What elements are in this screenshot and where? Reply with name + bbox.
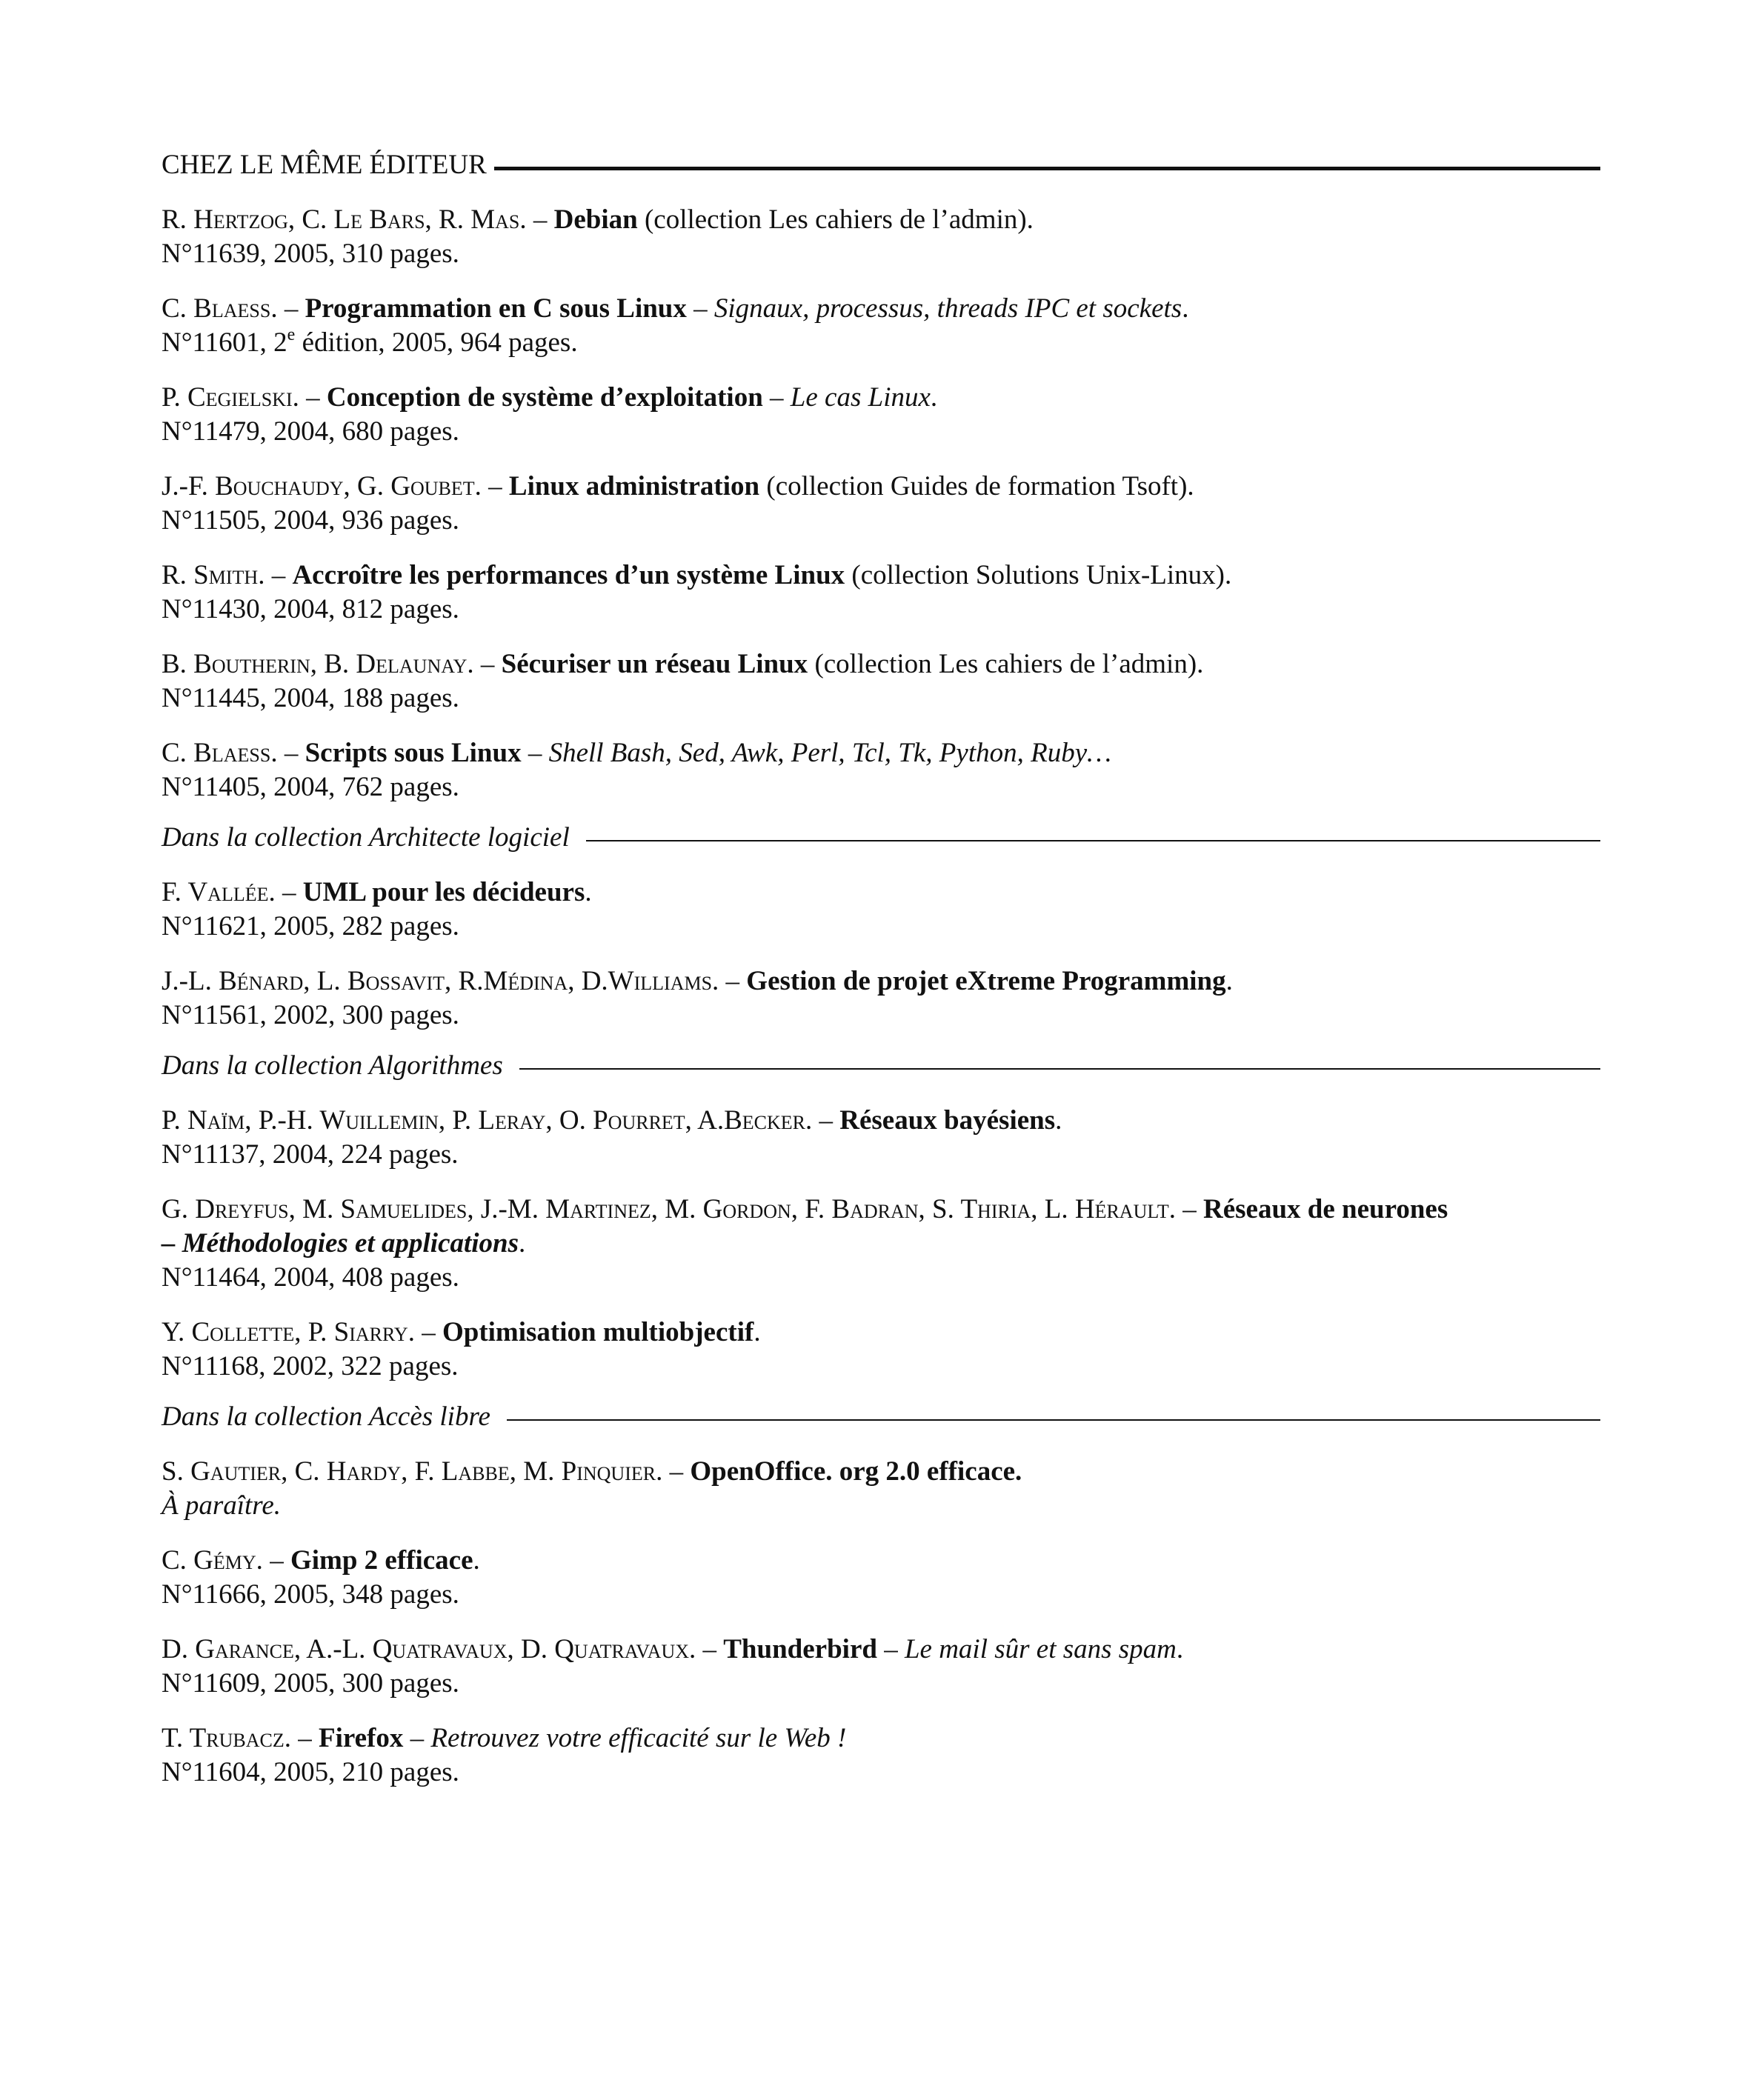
book-details	[162, 326, 1600, 360]
separator: –	[1175, 1194, 1203, 1224]
book-title: Gestion de projet eXtreme Programming	[746, 966, 1226, 996]
book-details: N°11604, 2005, 210 pages.	[162, 1757, 459, 1787]
separator: –	[403, 1723, 431, 1753]
book-entry	[162, 1455, 1600, 1523]
book-subtitle: Le mail sûr et sans spam	[904, 1634, 1177, 1664]
book-authors: C. Blaess.	[162, 293, 278, 324]
book-rest: .	[1225, 966, 1233, 996]
book-title: Réseaux de neurones	[1202, 1194, 1448, 1224]
book-entry	[162, 1633, 1600, 1701]
book-title: Debian	[553, 204, 638, 235]
book-rest: (collection Solutions Unix-Linux).	[845, 560, 1232, 590]
book-entry	[162, 1721, 1600, 1790]
book-subtitle: Signaux, processus, threads IPC et sockets	[713, 293, 1182, 324]
book-title: Gimp 2 efficace	[290, 1545, 473, 1576]
book-rest: .	[1176, 1634, 1184, 1664]
book-rest: .	[585, 877, 592, 907]
book-authors: S. Gautier, C. Hardy, F. Labbe, M. Pinquier.	[162, 1456, 663, 1487]
book-entry	[162, 1104, 1600, 1172]
book-rest: (collection Guides de formation Tsoft).	[759, 471, 1194, 501]
section-label: Dans la collection Architecte logiciel	[162, 822, 570, 853]
section-rule	[519, 1068, 1600, 1070]
separator: –	[662, 1456, 691, 1487]
section-rule	[586, 840, 1600, 841]
book-authors: R. Hertzog, C. Le Bars, R. Mas.	[162, 204, 527, 235]
book-rest: .	[930, 382, 938, 413]
separator: –	[521, 738, 549, 768]
book-details: N°11609, 2005, 300 pages.	[162, 1668, 459, 1699]
book-subtitle: Le cas Linux	[790, 382, 931, 413]
section-rule	[507, 1419, 1600, 1421]
book-rest: (collection Les cahiers de l’admin).	[808, 649, 1204, 679]
book-rest: .	[473, 1545, 480, 1576]
book-authors: P. Naïm, P.-H. Wuillemin, P. Leray, O. Pourret, A.Becker.	[162, 1105, 813, 1136]
book-title: Conception de système d’exploitation	[326, 382, 763, 413]
separator: –	[299, 382, 327, 413]
book-title: Réseaux bayésiens	[839, 1105, 1056, 1136]
book-details: N°11561, 2002, 300 pages.	[162, 1000, 459, 1030]
book-rest: .	[753, 1317, 761, 1347]
section-label: CHEZ LE MÊME ÉDITEUR	[162, 150, 487, 180]
section-header-main	[162, 148, 1600, 182]
separator: –	[762, 382, 791, 413]
separator: –	[526, 204, 554, 235]
book-rest: (collection Les cahiers de l’admin).	[637, 204, 1034, 235]
book-title: Firefox	[319, 1723, 404, 1753]
section-header-architecte	[162, 821, 1600, 855]
book-title: Linux administration	[508, 471, 760, 501]
book-authors: C. Blaess.	[162, 738, 278, 768]
book-authors: G. Dreyfus, M. Samuelides, J.-M. Martinez, M. Gordon, F. Badran, S. Thiria, L. Hérault.	[162, 1194, 1176, 1224]
book-title: Optimisation multiobjectif	[442, 1317, 754, 1347]
section-label: Dans la collection Accès libre	[162, 1401, 490, 1432]
details-superscript: e	[287, 324, 296, 344]
book-details: N°11445, 2004, 188 pages.	[162, 683, 459, 713]
separator: –	[265, 560, 293, 590]
book-entry	[162, 203, 1600, 271]
separator: –	[262, 1545, 290, 1576]
book-authors: R. Smith.	[162, 560, 265, 590]
book-entry	[162, 1316, 1600, 1384]
book-entry	[162, 876, 1600, 944]
book-details: N°11666, 2005, 348 pages.	[162, 1579, 459, 1610]
separator: –	[696, 1634, 724, 1664]
separator: –	[275, 877, 303, 907]
book-entry	[162, 647, 1600, 716]
book-details: N°11137, 2004, 224 pages.	[162, 1139, 459, 1170]
book-entry	[162, 1544, 1600, 1612]
section-label: Dans la collection Algorithmes	[162, 1050, 503, 1081]
book-authors: P. Cegielski.	[162, 382, 299, 413]
book-subtitle: Shell Bash, Sed, Awk, Perl, Tcl, Tk, Python, Ruby…	[548, 738, 1112, 768]
book-entry	[162, 559, 1600, 627]
book-details: N°11430, 2004, 812 pages.	[162, 594, 459, 624]
section-header-acces-libre	[162, 1400, 1600, 1434]
book-authors: B. Boutherin, B. Delaunay.	[162, 649, 474, 679]
separator: –	[812, 1105, 840, 1136]
separator: –	[686, 293, 714, 324]
book-rest: .	[1182, 293, 1189, 324]
separator: –	[473, 649, 502, 679]
book-title: Thunderbird	[723, 1634, 877, 1664]
book-entry	[162, 1193, 1600, 1295]
separator: –	[876, 1634, 905, 1664]
catalog-page	[162, 148, 1600, 1810]
section-rule	[494, 167, 1600, 170]
book-authors: C. Gémy.	[162, 1545, 263, 1576]
book-details: N°11639, 2005, 310 pages.	[162, 239, 459, 269]
book-title: OpenOffice. org 2.0 efficace.	[690, 1456, 1022, 1487]
separator: –	[414, 1317, 442, 1347]
book-authors: J.-L. Bénard, L. Bossavit, R.Médina, D.Williams.	[162, 966, 719, 996]
book-entry	[162, 292, 1600, 360]
book-details: N°11621, 2005, 282 pages.	[162, 911, 459, 941]
book-details: N°11405, 2004, 762 pages.	[162, 772, 459, 802]
book-details: N°11464, 2004, 408 pages.	[162, 1262, 459, 1293]
details-text: N°11601, 2	[162, 327, 287, 358]
book-title: Scripts sous Linux	[305, 738, 522, 768]
book-entry	[162, 964, 1600, 1033]
book-rest: .	[519, 1228, 526, 1259]
separator: –	[719, 966, 747, 996]
book-authors: J.-F. Bouchaudy, G. Goubet.	[162, 471, 482, 501]
separator: –	[277, 293, 305, 324]
book-details: À paraître.	[162, 1490, 282, 1521]
book-title: Sécuriser un réseau Linux	[501, 649, 808, 679]
book-title: Programmation en C sous Linux	[305, 293, 687, 324]
separator: –	[277, 738, 305, 768]
details-text: édition, 2005, 964 pages.	[295, 327, 578, 358]
book-authors: F. Vallée.	[162, 877, 276, 907]
book-title: Accroître les performances d’un système Linux	[292, 560, 845, 590]
book-entry	[162, 381, 1600, 449]
book-authors: T. Trubacz.	[162, 1723, 291, 1753]
book-entry	[162, 736, 1600, 804]
separator: –	[481, 471, 509, 501]
book-authors: D. Garance, A.-L. Quatravaux, D. Quatravaux.	[162, 1634, 696, 1664]
book-details: N°11479, 2004, 680 pages.	[162, 416, 459, 447]
book-subtitle: Retrouvez votre efficacité sur le Web !	[430, 1723, 847, 1753]
book-details: N°11168, 2002, 322 pages.	[162, 1351, 459, 1381]
section-header-algorithmes	[162, 1049, 1600, 1083]
book-subtitle: – Méthodologies et applications	[162, 1228, 519, 1259]
book-details: N°11505, 2004, 936 pages.	[162, 505, 459, 536]
book-entry	[162, 470, 1600, 538]
separator: –	[291, 1723, 319, 1753]
book-title: UML pour les décideurs	[302, 877, 585, 907]
book-rest: .	[1055, 1105, 1062, 1136]
book-authors: Y. Collette, P. Siarry.	[162, 1317, 415, 1347]
